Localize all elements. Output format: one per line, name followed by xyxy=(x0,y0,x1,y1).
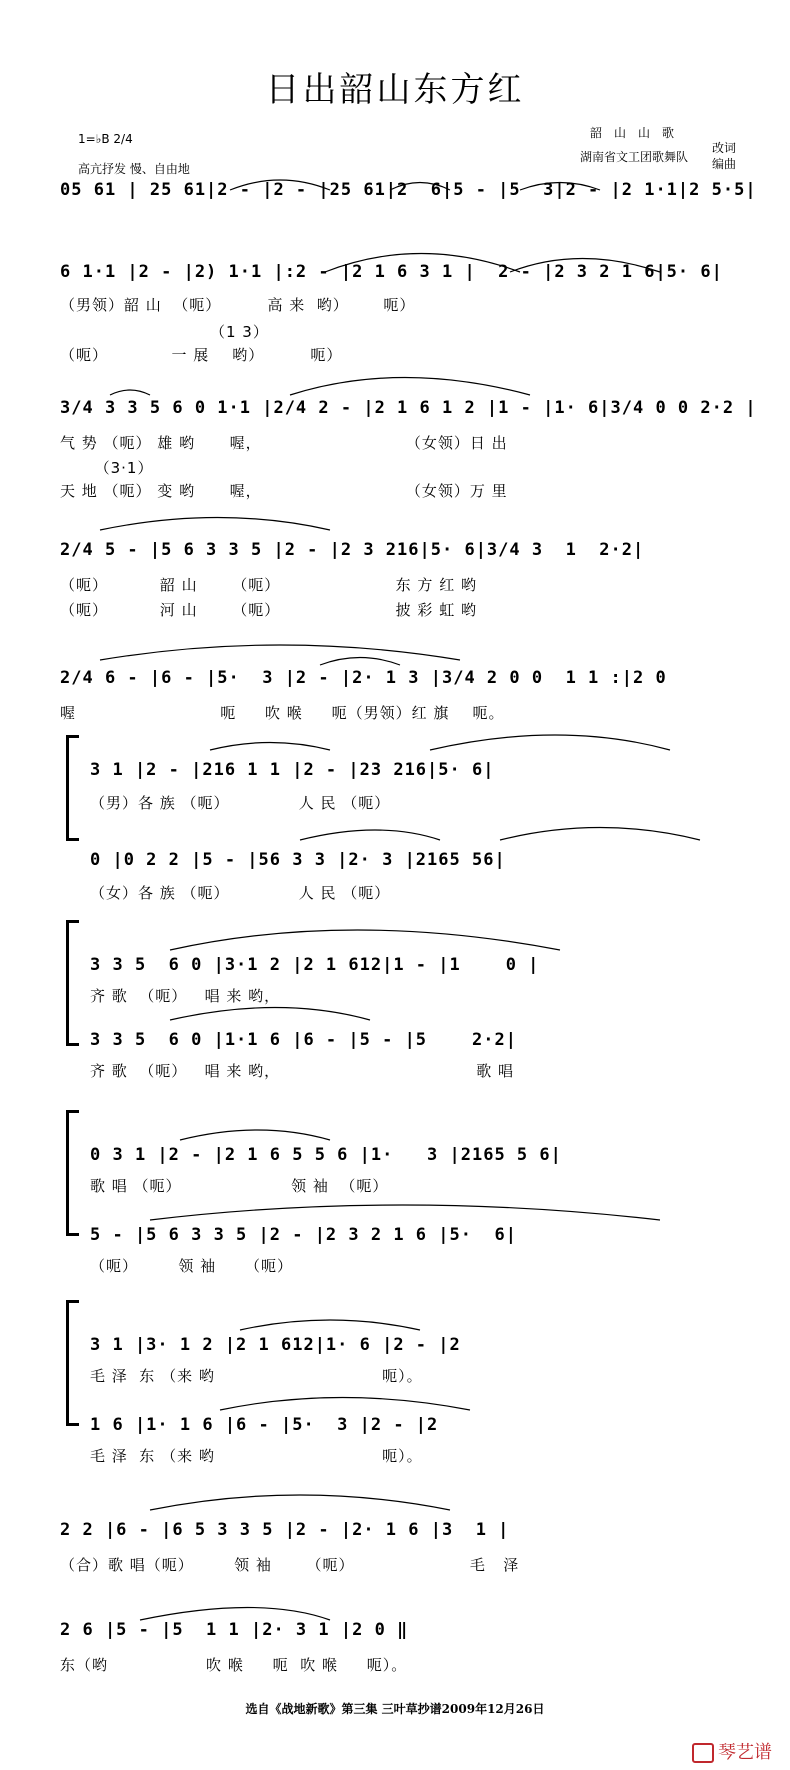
source-footer: 选自《战地新歌》第三集 三叶草抄谱2009年12月26日 xyxy=(245,1702,545,1716)
notation-line: 0 |0 2 2 |5 - |56 3 3 |2· 3 |2165 56| xyxy=(90,850,506,870)
notation-line: 3/4 3 3 5 6 0 1·1 |2/4 2 - |2 1 6 1 2 |1 - |1· 6|3/4 0 0 2·2 | xyxy=(60,398,757,418)
tempo-marking: 高亢抒发 慢、自由地 xyxy=(78,162,190,176)
score-system-13 xyxy=(90,1415,790,1466)
notation-line: 3 1 |3· 1 2 |2 1 612|1· 6 |2 - |2 xyxy=(90,1335,461,1355)
lyric-line: （女）各 族 （呃） 人 民 （呃） xyxy=(90,884,391,902)
notation-line: 05 61 | 25 61|2 - |2 - |25 61|2 6|5 - |5 3|2 - |2 1·1|2 5·5| xyxy=(60,180,757,200)
voice-bracket-1 xyxy=(66,735,79,841)
lyric-line: （呃） 河 山 （呃） 披 彩 虹 哟 xyxy=(60,601,477,619)
notation-line: 2 2 |6 - |6 5 3 3 5 |2 - |2· 1 6 |3 1 | xyxy=(60,1520,510,1540)
notation-line: 0 3 1 |2 - |2 1 6 5 5 6 |1· 3 |2165 5 6| xyxy=(90,1145,562,1165)
lyric-line: 齐 歌 （呃） 唱 来 哟， xyxy=(90,987,281,1005)
credit-role-music: 编曲 xyxy=(712,157,737,171)
lyric-line: 气 势 （呃） 雄 哟 喔， （女领）日 出 xyxy=(60,434,508,452)
notation-line: 2 6 |5 - |5 1 1 |2· 3 1 |2 0 ‖ xyxy=(60,1620,409,1640)
credit-arranger: 湖南省文工团歌舞队 xyxy=(580,150,689,164)
credit-genre: 韶 山 山 歌 xyxy=(590,126,675,140)
logo-text: 琴艺谱 xyxy=(718,1742,772,1763)
score-system-3 xyxy=(60,398,760,501)
credit-role-lyrics: 改词 xyxy=(712,141,737,155)
lyric-line: （呃） 领 袖 （呃） xyxy=(90,1257,293,1275)
lyric-line: （呃） 韶 山 （呃） 东 方 红 哟 xyxy=(60,576,477,594)
score-system-9 xyxy=(90,1030,790,1081)
notation-line: 2/4 6 - |6 - |5· 3 |2 - |2· 1 3 |3/4 2 0 0 1 1 :|2 0 xyxy=(60,668,667,688)
score-system-2 xyxy=(60,262,760,365)
notation-line: 3 3 5 6 0 |3·1 2 |2 1 612|1 - |1 0 | xyxy=(90,955,540,975)
lyric-line: （男）各 族 （呃） 人 民 （呃） xyxy=(90,794,391,812)
score-system-8 xyxy=(90,955,790,1006)
notation-line: 3 3 5 6 0 |1·1 6 |6 - |5 - |5 2·2| xyxy=(90,1030,517,1050)
page-title: 日出韶山东方红 xyxy=(265,70,525,110)
lyric-line: 喔 呃 吹 喉 呃（男领）红 旗 呃。 xyxy=(60,704,505,722)
score-system-10 xyxy=(90,1145,790,1196)
notation-line: 2/4 5 - |5 6 3 3 5 |2 - |2 3 216|5· 6|3/4 3 1 2·2| xyxy=(60,540,645,560)
lyric-line: 天 地 （呃） 变 哟 喔， （女领）万 里 xyxy=(60,482,508,500)
notation-line: 5 - |5 6 3 3 5 |2 - |2 3 2 1 6 |5· 6| xyxy=(90,1225,517,1245)
score-system-12 xyxy=(90,1335,790,1386)
lyric-line: （呃） 一 展 哟） 呃） xyxy=(60,346,343,364)
notation-line: 1 6 |1· 1 6 |6 - |5· 3 |2 - |2 xyxy=(90,1415,439,1435)
lyric-line: （男领）韶 山 （呃） 高 来 哟） 呃） xyxy=(60,296,416,314)
score-system-4 xyxy=(60,540,760,620)
score-system-1 xyxy=(60,180,760,200)
score-system-11 xyxy=(90,1225,790,1276)
score-system-15 xyxy=(60,1620,760,1675)
voice-bracket-3 xyxy=(66,1110,79,1236)
notation-line: 6 1·1 |2 - |2) 1·1 |:2 - |2 1 6 3 1 | 2 - |2 3 2 1 6|5· 6| xyxy=(60,262,723,282)
lyric-line: 东（哟 吹 喉 呃 吹 喉 呃）。 xyxy=(60,1656,408,1674)
lyric-line: 齐 歌 （呃） 唱 来 哟， 歌 唱 xyxy=(90,1062,515,1080)
lyric-line: 歌 唱 （呃） 领 袖 （呃） xyxy=(90,1177,389,1195)
lyric-line: （合）歌 唱（呃） 领 袖 （呃） 毛 泽 xyxy=(60,1556,520,1574)
lyric-variant: （3·1） xyxy=(60,459,154,477)
score-system-6 xyxy=(90,760,790,813)
lyric-line: 毛 泽 东 （来 哟 呃）。 xyxy=(90,1367,423,1385)
score-system-5 xyxy=(60,668,760,723)
lyric-variant: （1 3） xyxy=(60,323,269,341)
notation-line: 3 1 |2 - |216 1 1 |2 - |23 216|5· 6| xyxy=(90,760,495,780)
lyric-line: 毛 泽 东 （来 哟 呃）。 xyxy=(90,1447,423,1465)
voice-bracket-4 xyxy=(66,1300,79,1426)
logo-icon xyxy=(692,1743,714,1763)
site-logo xyxy=(692,1738,772,1764)
score-system-14 xyxy=(60,1520,760,1575)
voice-bracket-2 xyxy=(66,920,79,1046)
score-system-7 xyxy=(90,850,790,903)
key-signature: 1=♭B 2/4 xyxy=(78,132,133,146)
